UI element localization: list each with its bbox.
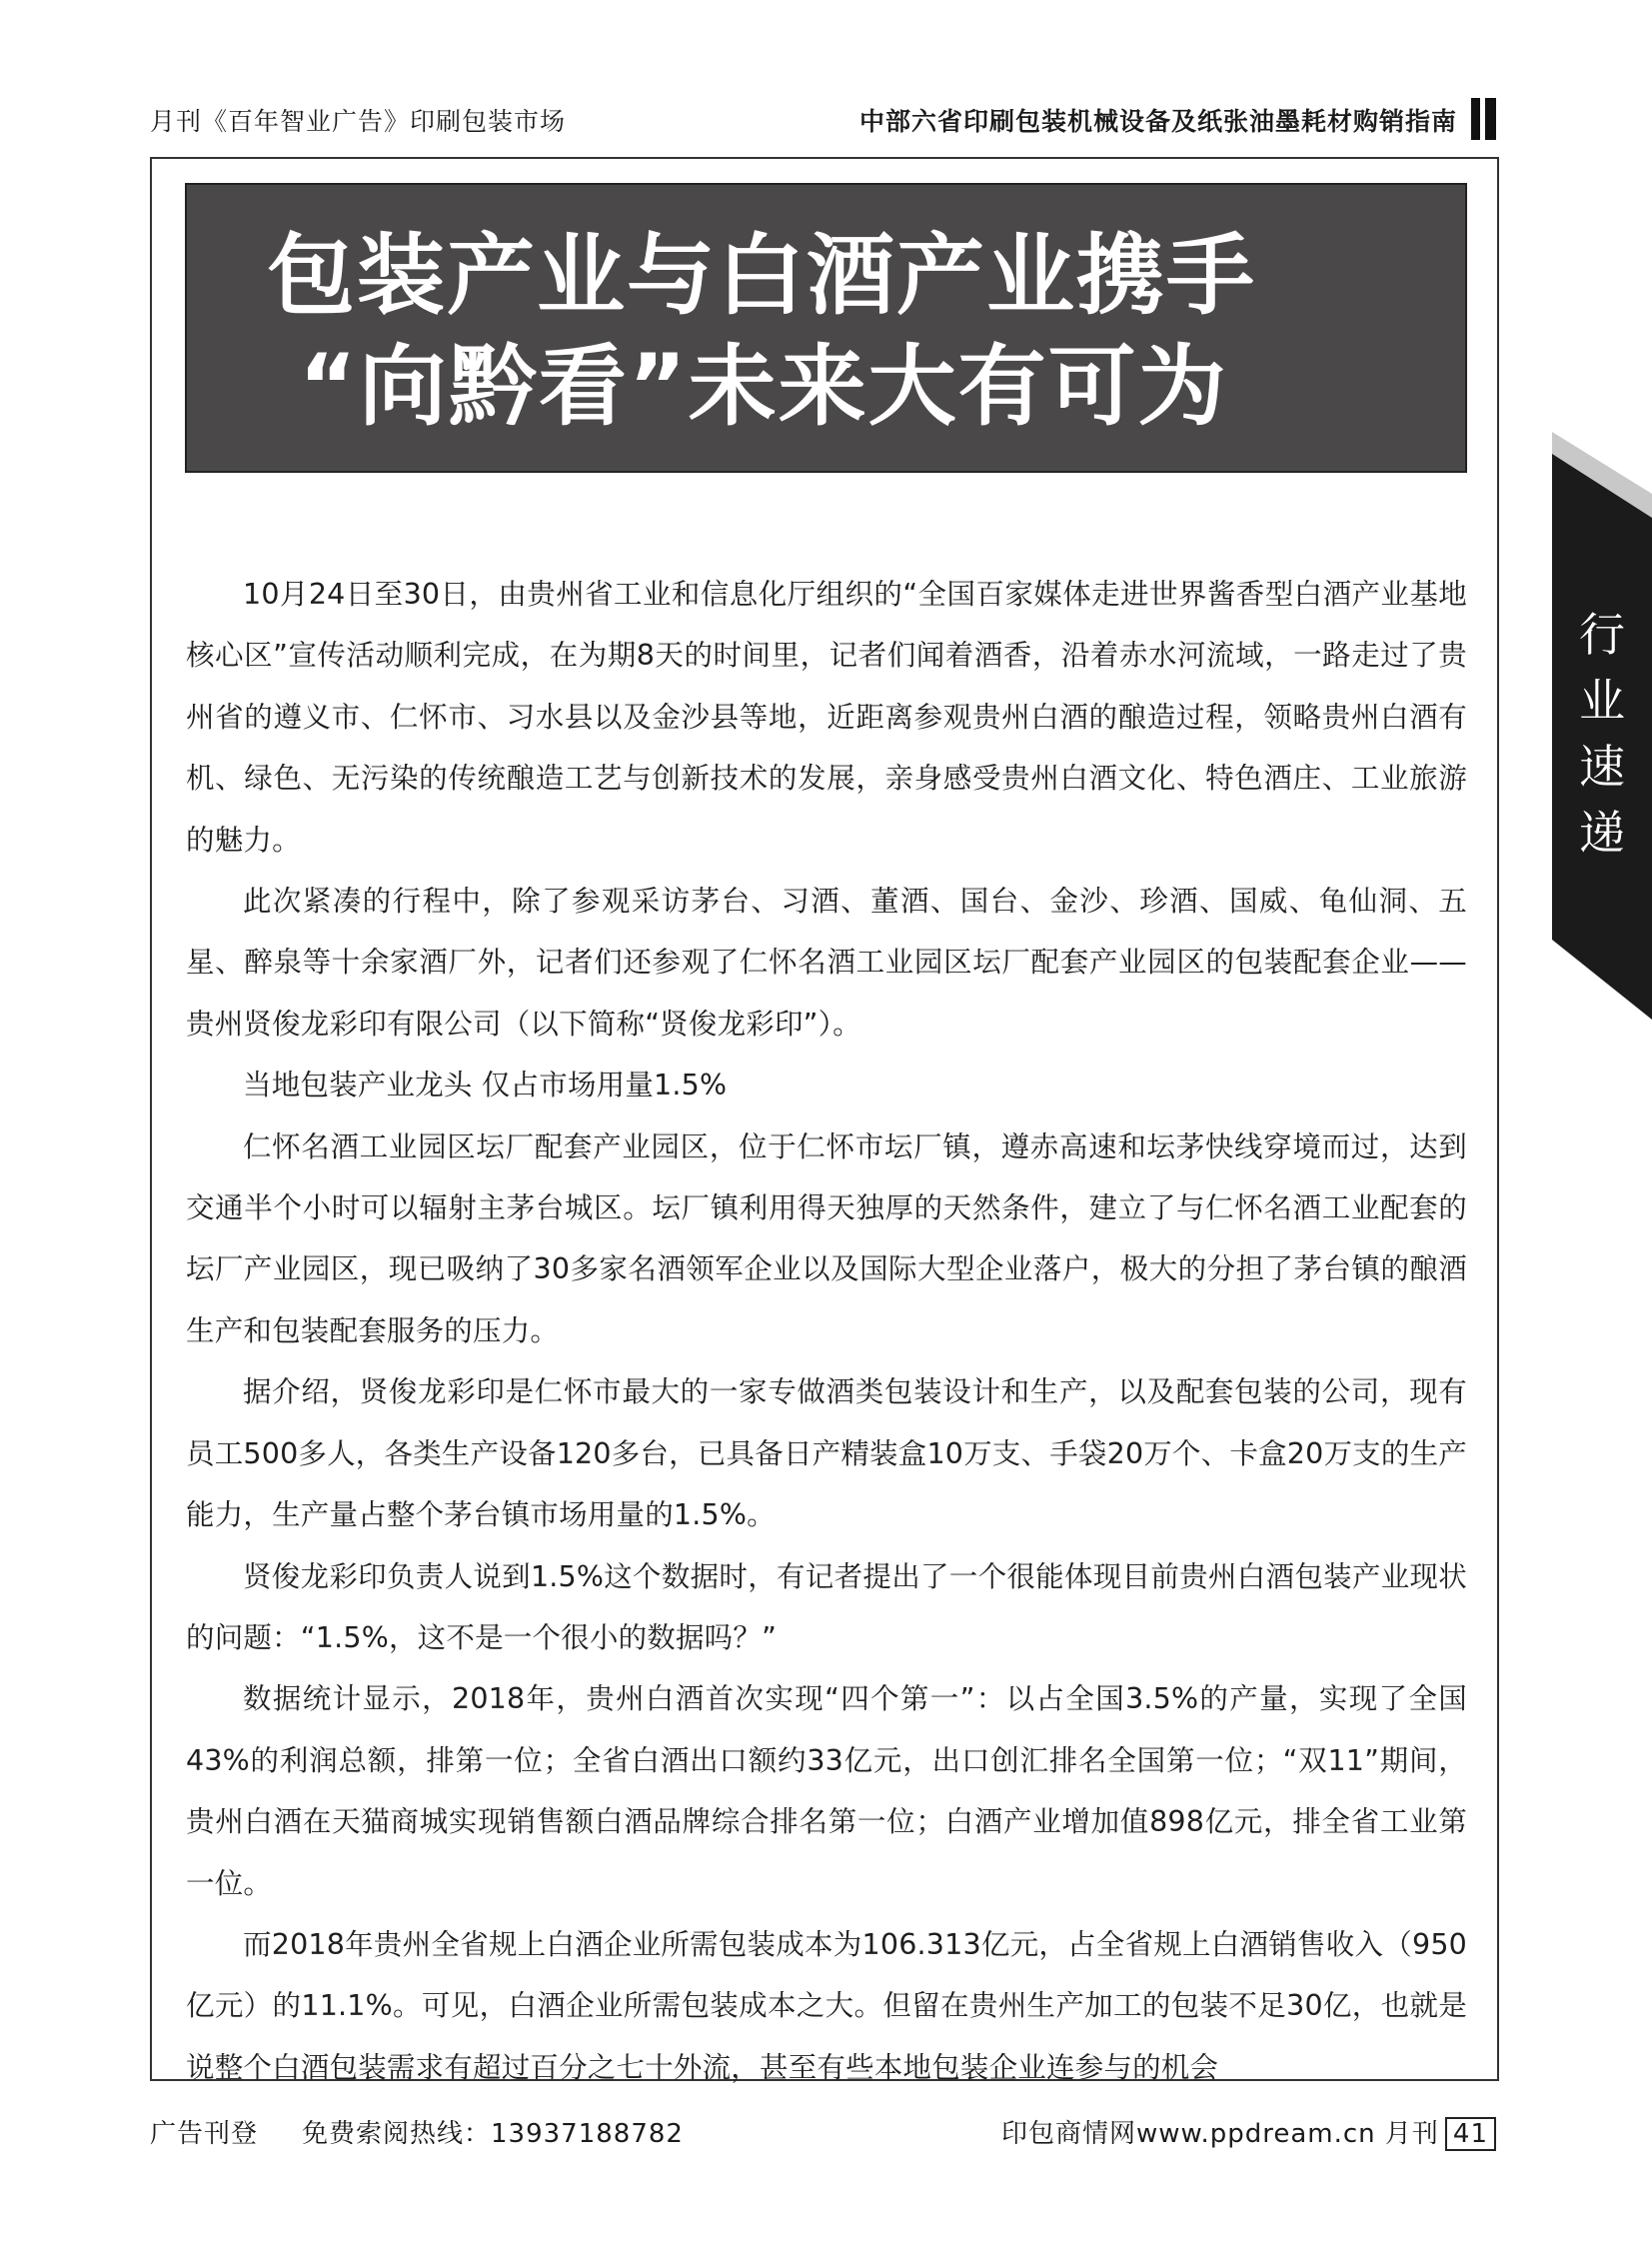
footer-right <box>1001 2113 1496 2151</box>
section-tab-label <box>1574 602 1630 866</box>
section-tab <box>1552 432 1652 1020</box>
section-tab-char: 业 <box>1579 674 1625 728</box>
title-line-1: 包装产业与白酒产业携手 <box>267 224 1257 327</box>
header-bars-decoration <box>1471 98 1496 140</box>
article-subheading: 当地包装产业龙头 仅占市场用量1.5% <box>243 1069 728 1103</box>
running-header-right: 中部六省印刷包装机械设备及纸张油墨耗材购销指南 <box>858 107 1457 136</box>
footer-hotline: 免费索阅热线：13937188782 <box>302 2119 684 2149</box>
running-header-left: 月刊《百年智业广告》印刷包装市场 <box>150 107 567 136</box>
article-paragraph: 而2018年贵州全省规上白酒企业所需包装成本为106.313亿元，占全省规上白酒销售收入（950亿元）的11.1%。可见，白酒企业所需包装成本之大。但留在贵州生产加工的包装不足30亿，也就是说整个白酒包装需求有超过百分之七十外流，甚至有些本地包装企业连参与的机会 <box>186 1927 1467 2084</box>
title-line-2: “向黔看”未来大有可为 <box>299 335 1228 438</box>
article-paragraph: 10月24日至30日，由贵州省工业和信息化厅组织的“全国百家媒体走进世界酱香型白酒产业基地核心区”宣传活动顺利完成，在为期8天的时间里，记者们闻着酒香，沿着赤水河流域，一路走过了贵州省的遵义市、仁怀市、习水县以及金沙县等地，近距离参观贵州白酒的酿造过程，领略贵州白酒有机、绿色、无污染的传统酿造工艺与创新技术的发展，亲身感受贵州白酒文化、特色酒庄、工业旅游的魅力。 <box>186 578 1467 857</box>
article-paragraph: 贤俊龙彩印负责人说到1.5%这个数据时，有记者提出了一个很能体现目前贵州白酒包装产业现状的问题：“1.5%，这不是一个很小的数据吗？” <box>186 1559 1467 1654</box>
footer-site: 印包商情网www.ppdream.cn 月刊 <box>1001 2119 1439 2149</box>
page-number: 41 <box>1445 2117 1496 2151</box>
section-tab-char: 行 <box>1579 608 1625 662</box>
article-paragraph: 此次紧凑的行程中，除了参观采访茅台、习酒、董酒、国台、金沙、珍酒、国威、龟仙洞、五星、醉泉等十余家酒厂外，记者们还参观了仁怀名酒工业园区坛厂配套产业园区的包装配套企业——贵州贤俊龙彩印有限公司（以下简称“贤俊龙彩印”）。 <box>186 885 1467 1041</box>
section-tab-char: 递 <box>1579 806 1625 860</box>
article-paragraph: 仁怀名酒工业园区坛厂配套产业园区，位于仁怀市坛厂镇，遵赤高速和坛茅快线穿境而过，达到交通半个小时可以辐射主茅台城区。坛厂镇利用得天独厚的天然条件，建立了与仁怀名酒工业配套的坛厂产业园区，现已吸纳了30多家名酒领军企业以及国际大型企业落户，极大的分担了茅台镇的酿酒生产和包装配套服务的压力。 <box>186 1129 1467 1347</box>
footer-ad-label: 广告刊登 <box>150 2119 259 2149</box>
section-tab-char: 速 <box>1579 740 1625 794</box>
article-paragraph: 据介绍，贤俊龙彩印是仁怀市最大的一家专做酒类包装设计和生产，以及配套包装的公司，现有员工500多人，各类生产设备120多台，已具备日产精装盒10万支、手袋20万个、卡盒20万支的生产能力，生产量占整个茅台镇市场用量的1.5%。 <box>186 1375 1467 1532</box>
footer-left <box>150 2113 684 2150</box>
article-body <box>186 564 1467 2098</box>
article-paragraph: 数据统计显示，2018年，贵州白酒首次实现“四个第一”：以占全国3.5%的产量，实现了全国43%的利润总额，排第一位；全省白酒出口额约33亿元，出口创汇排名全国第一位；“双11”期间，贵州白酒在天猫商城实现销售额白酒品牌综合排名第一位；白酒产业增加值898亿元，排全省工业第一位。 <box>186 1682 1467 1900</box>
title-banner <box>185 183 1467 473</box>
